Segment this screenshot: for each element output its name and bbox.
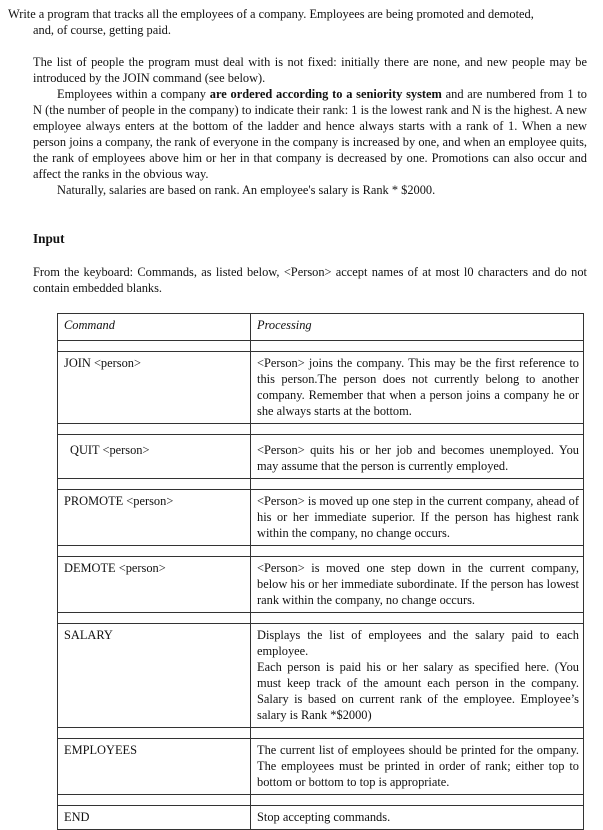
- intro-line-2: and, of course, getting paid.: [33, 23, 171, 37]
- intro-line-1: Write a program that tracks all the employees of a company. Employees are being promoted and demoted,: [8, 7, 534, 21]
- table-row-employees: [58, 739, 584, 795]
- table-gap: [58, 546, 584, 557]
- commands-table: [57, 313, 584, 830]
- table-row-promote: [58, 490, 584, 546]
- command-cell: SALARY: [58, 624, 251, 728]
- table-gap: [58, 341, 584, 352]
- table-gap: [58, 728, 584, 739]
- table-gap: [58, 613, 584, 624]
- salary-paragraph: Naturally, salaries are based on rank. An employee's salary is Rank * $2000.: [57, 183, 436, 197]
- command-cell: EMPLOYEES: [58, 739, 251, 795]
- processing-line: Each person is paid his or her salary as specified here. (You must keep track of the amount each person in the company. Salary is based on current rank of the employee. Employee’s salary is Rank *$2000): [257, 660, 579, 722]
- processing-cell: <Person> joins the company. This may be the first reference to this person.The person does not currently belong to another company. Remember that when a person joins a company he or she always starts at the bottom.: [251, 352, 584, 424]
- table-gap: [58, 479, 584, 490]
- processing-cell: <Person> is moved up one step in the current company, ahead of his or her immediate superior. If the person has highest rank within the company, no change occurs.: [251, 490, 584, 546]
- table-row-join: [58, 352, 584, 424]
- processing-cell: <Person> quits his or her job and becomes unemployed. You may assume that the person is currently employed.: [251, 435, 584, 479]
- seniority-text-start: Employees within a company: [57, 87, 210, 101]
- processing-cell: [251, 624, 584, 728]
- table-row-quit: [58, 435, 584, 479]
- input-heading: Input: [33, 231, 65, 246]
- command-column-header: Command: [58, 314, 251, 341]
- table-row-demote: [58, 557, 584, 613]
- table-row-salary: [58, 624, 584, 728]
- processing-cell: Stop accepting commands.: [251, 806, 584, 830]
- processing-cell: The current list of employees should be printed for the ompany. The employees must be printed in order of rank; either top to bottom or bottom to top is appropriate.: [251, 739, 584, 795]
- table-row-end: [58, 806, 584, 830]
- seniority-text-rest: and are numbered from 1 to N (the number of people in the company) to indicate their rank: 1 is the lowest rank and N is the highest. A new employee always enters at the bottom of the ladder and hence always starts with a rank of 1. When a new person joins a company, the rank of everyone in the company is increased by one, and when an employee quits, the rank of employees above him or her in that company is decreased by one. Promotions can also occur and affect the ranks in the obvious way.: [33, 87, 587, 181]
- input-description: From the keyboard: Commands, as listed below, <Person> accept names of at most l0 characters and do not contain embedded blanks.: [33, 265, 587, 295]
- processing-column-header: Processing: [251, 314, 584, 341]
- table-gap: [58, 424, 584, 435]
- seniority-bold-text: are ordered according to a seniority system: [209, 87, 442, 101]
- command-cell: QUIT <person>: [58, 435, 251, 479]
- intro-paragraph: [8, 6, 586, 38]
- seniority-paragraph: [33, 86, 587, 182]
- command-cell: DEMOTE <person>: [58, 557, 251, 613]
- processing-line: Displays the list of employees and the salary paid to each employee.: [257, 628, 579, 658]
- command-cell: PROMOTE <person>: [58, 490, 251, 546]
- command-cell: END: [58, 806, 251, 830]
- processing-cell: <Person> is moved one step down in the current company, below his or her immediate subordinate. If the person has lowest rank within the company, no change occurs.: [251, 557, 584, 613]
- command-cell: JOIN <person>: [58, 352, 251, 424]
- table-header-row: [58, 314, 584, 341]
- table-gap: [58, 795, 584, 806]
- dynamic-list-paragraph: The list of people the program must deal with is not fixed: initially there are none, and new people may be introduced by the JOIN command (see below).: [33, 55, 587, 85]
